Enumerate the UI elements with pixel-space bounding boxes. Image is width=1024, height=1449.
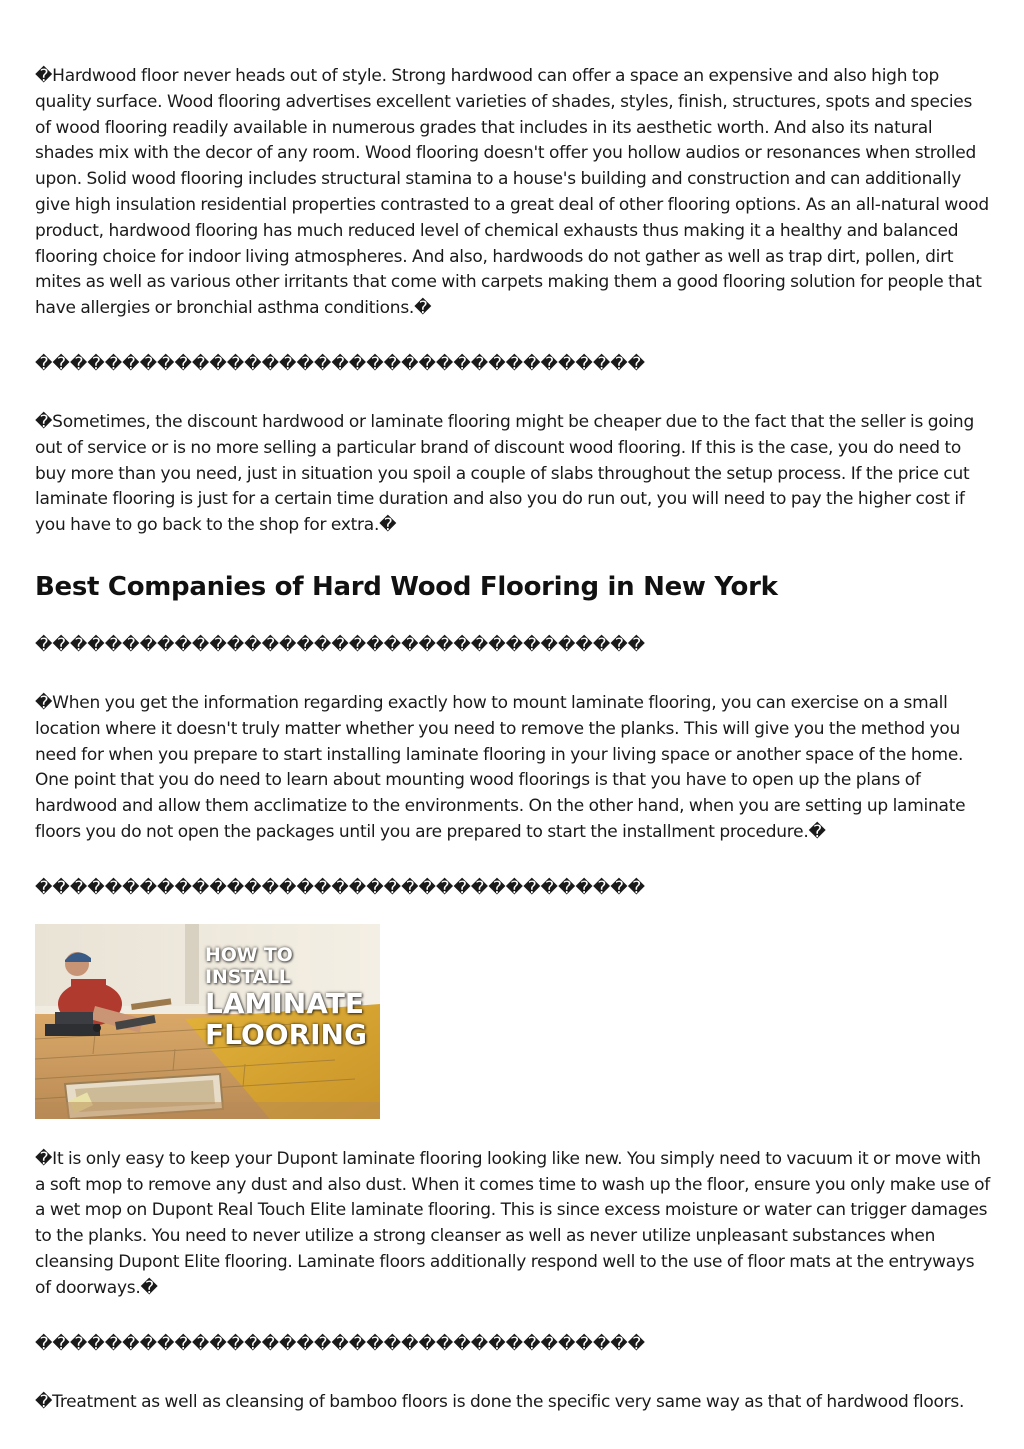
paragraph-hardwood-intro: �Hardwood floor never heads out of style. Strong hardwood can offer a space an expensive and also high top quality surface. Wood flooring advertises excellent varieties of shades, styles, finish, structures, spots and species of wood flooring readily available in numerous grades that includes in its aesthetic worth. And also its natural shades mix with the decor of any room. Wood flooring doesn't offer you hollow audios or resonances when strolled upon. Solid wood flooring includes structural stamina to a house's building and construction and can additionally give high insulation residential properties contrasted to a great deal of other flooring options. As an all-natural wood product, hardwood flooring has much reduced level of chemical exhausts thus making it a healthy and balanced flooring choice for indoor living atmospheres. And also, hardwoods do not gather as well as trap dirt, pollen, dirt mites as well as various other irritants that come with carpets making them a good flooring solution for people that have allergies or bronchial asthma conditions.� — [35, 66, 989, 319]
placeholder-glyph-row: ����������������������������������� — [35, 634, 646, 655]
placeholder-glyph-row: ����������������������������������� — [35, 877, 646, 898]
thumbnail-title — [205, 944, 375, 1050]
placeholder-glyph-row: ����������������������������������� — [35, 1333, 646, 1354]
thumbnail-title-line-3: FLOORING — [205, 1017, 367, 1051]
article — [35, 64, 990, 1415]
thumbnail-title-line-1: HOW TO INSTALL — [205, 943, 293, 988]
paragraph-discount-flooring: �Sometimes, the discount hardwood or laminate flooring might be cheaper due to the fact that the seller is going out of service or is no more selling a particular brand of discount wood flooring. If this is the case, you do need to buy more than you need, just in situation you spoil a couple of slabs throughout the setup process. If the price cut laminate flooring is just for a certain time duration and also you do run out, you will need to pay the higher cost if you have to go back to the shop for extra.� — [35, 411, 974, 536]
paragraph-dupont-care: �It is only easy to keep your Dupont laminate flooring looking like new. You simply need to vacuum it or move with a soft mop to remove any dust and also dust. When it comes time to wash up the floor, ensure you only make use of a wet mop on Dupont Real Touch Elite laminate flooring. This is since excess moisture or water can trigger damages to the planks. You need to never utilize a strong cleanser as well as never utilize unpleasant substances when cleansing Dupont Elite flooring. Laminate floors additionally respond well to the use of floor mats at the entryways of doorways.� — [35, 1148, 990, 1298]
section-heading: Best Companies of Hard Wood Flooring in New York — [35, 571, 778, 602]
laminate-install-thumbnail — [35, 924, 380, 1119]
placeholder-glyph-row: ����������������������������������� — [35, 353, 646, 374]
thumbnail-title-line-2: LAMINATE — [205, 986, 364, 1020]
paragraph-install-laminate: �When you get the information regarding exactly how to mount laminate flooring, you can exercise on a small location where it doesn't truly matter whether you need to remove the planks. This will give you the method you need for when you prepare to start installing laminate flooring in your living space or another space of the home. One point that you do need to learn about mounting wood floorings is that you have to open up the plans of hardwood and allow them acclimatize to the environments. On the other hand, when you are setting up laminate floors you do not open the packages until you are prepared to start the installment procedure.� — [35, 692, 966, 842]
paragraph-bamboo-care: �Treatment as well as cleansing of bamboo floors is done the specific very same way as that of hardwood floors. — [35, 1391, 965, 1412]
